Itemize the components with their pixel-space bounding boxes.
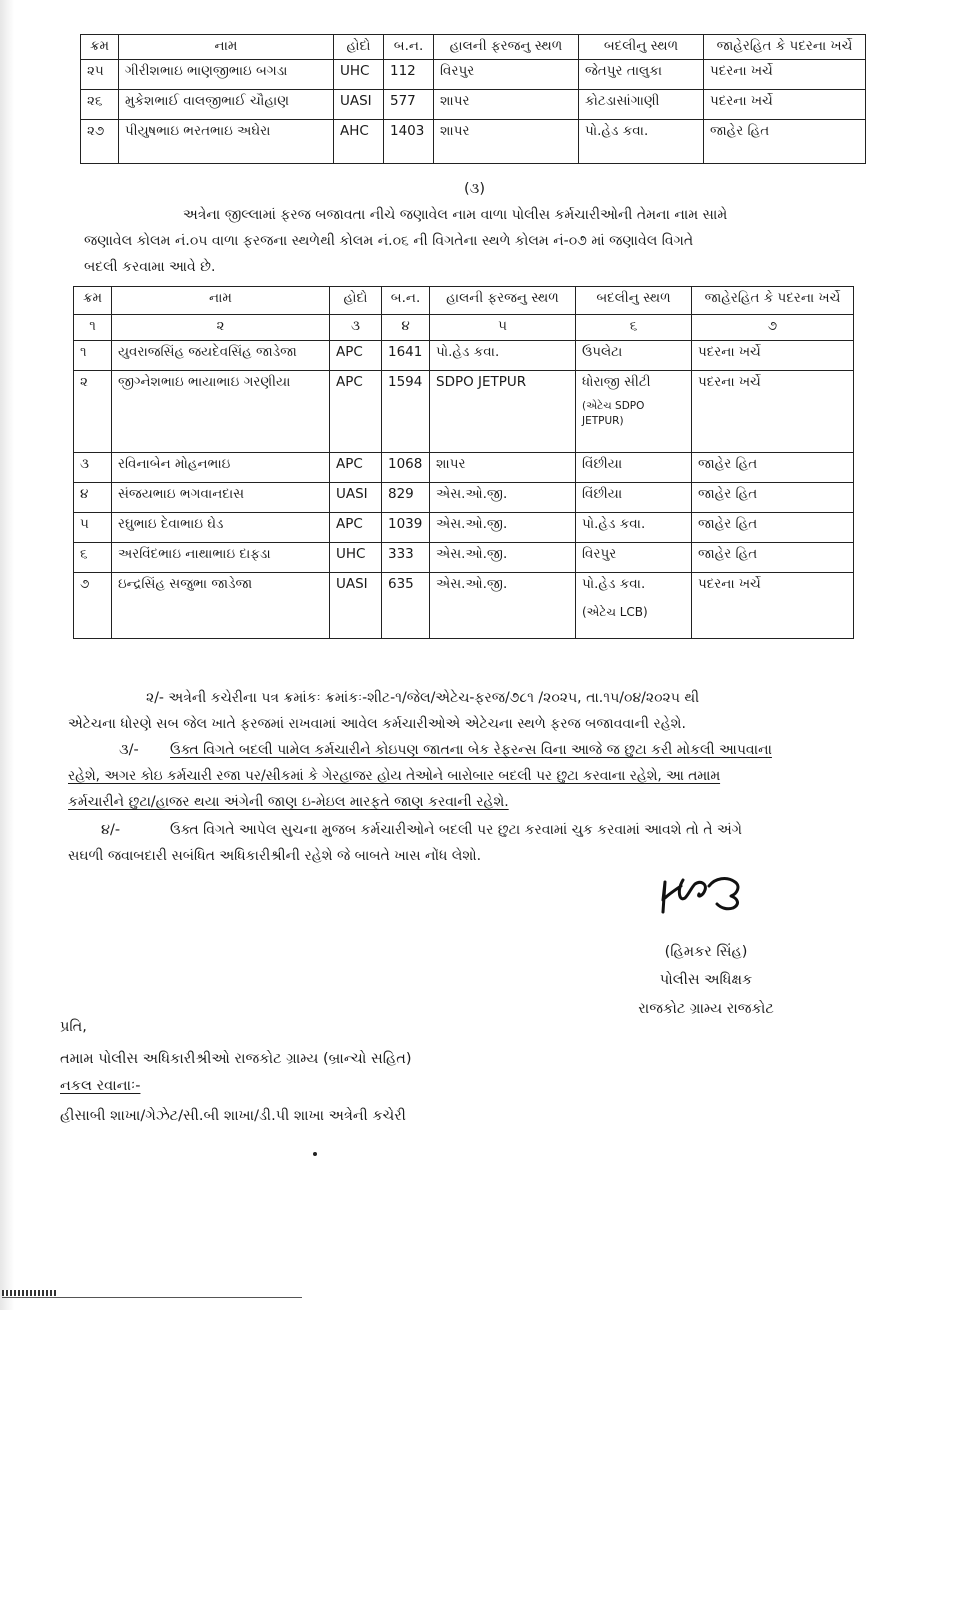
table-header-row [81,35,866,60]
table-row [74,483,854,513]
cell-post: APC [330,513,382,543]
cell-bn: 829 [382,483,430,513]
cell-name: રઘુભાઇ દેવાભાઇ ઘેડ [112,513,330,543]
copy-label: નકલ રવાનાઃ- [60,1078,141,1094]
cell-current: શાપર [434,120,579,164]
cell-post: AHC [334,120,384,164]
cell-transfer: ઉપલેટા [576,341,692,371]
cell-transfer: પો.હેડ કવા. [576,513,692,543]
cell-sr: ૪ [74,483,112,513]
cell-type: પદરના ખર્ચે [692,341,854,371]
cell-sr: ૨૭ [81,120,119,164]
cell-name: સંજયભાઇ ભગવાનદાસ [112,483,330,513]
para2-line-2: એટેચના ધોરણે સબ જેલ ખાતે ફરજમાં રાખવામાં આવેલ કર્મચારીઓએ એટેચના સ્થળે ફરજ બજાવવાની રહેશે. [68,716,686,732]
cell-transfer: વિંછીયા [576,483,692,513]
table-row [81,120,866,164]
cell-type: જાહેર હિત [692,513,854,543]
cell-transfer: કોટડાસાંગાણી [579,90,704,120]
cell-bn: 1403 [384,120,434,164]
header-transfer-place: બદલીનુ સ્થળ [579,35,704,60]
cell-post: APC [330,371,382,453]
colnum: ૭ [692,315,854,341]
header-transfer-type: જાહેરહિત કે પદરના ખર્ચે [704,35,866,60]
para3-number: ૩/- [119,742,139,758]
cell-bn: 1641 [382,341,430,371]
attach-note: (એટેચ SDPO JETPUR) [582,400,645,427]
cell-type: પદરના ખર્ચે [692,371,854,453]
cell-current: વિરપુર [434,60,579,90]
table-row [81,90,866,120]
para3-line-3: કર્મચારીને છુટા/હાજર થયા અંગેની જાણ ઇ-મેઇલ મારફતે જાણ કરવાની રહેશે. [68,794,509,810]
cell-sr: ૩ [74,453,112,483]
table-row [74,341,854,371]
colnum: ૩ [330,315,382,341]
colnum: ૪ [382,315,430,341]
table-row [74,543,854,573]
to-line: તમામ પોલીસ અધિકારીશ્રીઓ રાજકોટ ગ્રામ્ય (બ્રાન્ચો સહિત) [60,1051,412,1067]
header-current-posting: હાલની ફરજનુ સ્થળ [430,287,576,315]
cell-type: જાહેર હિત [704,120,866,164]
cell-name: મુકેશભાઈ વાલજીભાઈ ચૌહાણ [119,90,334,120]
cell-type: જાહેર હિત [692,453,854,483]
cell-bn: 1039 [382,513,430,543]
cell-bn: 577 [384,90,434,120]
attach-note: (એટેચ LCB) [582,605,648,619]
cell-bn: 1068 [382,453,430,483]
transfer-table-continued [80,34,866,164]
header-post: હોદો [330,287,382,315]
cell-sr: ૨૬ [81,90,119,120]
para3-line-2: રહેશે, અગર કોઇ કર્મચારી રજા પર/સીકમાં કે ગેરહાજર હોય તેઓને બારોબાર બદલી પર છુટા કરવાના રહેશે, આ તમામ [68,768,721,784]
header-sr: ક્રમ [74,287,112,315]
cell-post: APC [330,341,382,371]
column-number-row [74,315,854,341]
cell-post: UASI [330,573,382,639]
cell-sr: ૬ [74,543,112,573]
cell-bn: 333 [382,543,430,573]
cell-sr: ૭ [74,573,112,639]
cell-current: શાપર [430,453,576,483]
cell-transfer: વિંછીયા [576,453,692,483]
cell-transfer: વિરપુર [576,543,692,573]
cell-post: APC [330,453,382,483]
cell-type: પદરના ખર્ચે [704,60,866,90]
cell-post: UASI [334,90,384,120]
cell-current: એસ.ઓ.જી. [430,483,576,513]
table-header-row [74,287,854,315]
cell-type: પદરના ખર્ચે [692,573,854,639]
cell-current: SDPO JETPUR [430,371,576,453]
signatory-title: પોલીસ અધિક્ષક [659,972,753,988]
header-name: નામ [112,287,330,315]
ink-dot [313,1152,317,1156]
cell-type: જાહેર હિત [692,543,854,573]
cell-post: UASI [330,483,382,513]
para3-line-1: ઉક્ત વિગતે બદલી પામેલ કર્મચારીને કોઇપણ જાતના બેક રેફરન્સ વિના આજે જ છુટા કરી મોકલી આપવાના [170,742,772,758]
cell-name: ગીરીશભાઇ ભાણજીભાઇ બગડા [119,60,334,90]
cell-bn: 635 [382,573,430,639]
cell-name: યુવરાજસિંહ જયદેવસિંહ જાડેજા [112,341,330,371]
header-transfer-type: જાહેરહિત કે પદરના ખર્ચે [692,287,854,315]
colnum: ૧ [74,315,112,341]
intro-line-1: અત્રેના જીલ્લામાં ફરજ બજાવતા નીચે જણાવેલ નામ વાળા પોલીસ કર્મચારીઓની તેમના નામ સામે [183,207,728,223]
cell-current: શાપર [434,90,579,120]
bottom-rule [2,1297,302,1298]
signature [655,868,775,928]
table-row [74,371,854,453]
copy-line: હીસાબી શાખા/ગેઝેટ/સી.બી શાખા/ડી.પી શાખા અત્રેની કચેરી [60,1108,406,1124]
table-row [81,60,866,90]
para4-line-2: સઘળી જવાબદારી સબંધિત અધિકારીશ્રીની રહેશે જે બાબતે ખાસ નોંધ લેશો. [68,848,482,864]
cell-name: અરવિંદભાઇ નાથાભાઇ દાફડા [112,543,330,573]
header-current-posting: હાલની ફરજનુ સ્થળ [434,35,579,60]
cell-type: જાહેર હિત [692,483,854,513]
cell-current: એસ.ઓ.જી. [430,543,576,573]
cell-transfer [576,573,692,639]
para4-number: ૪/- [101,822,121,838]
cell-current: એસ.ઓ.જી. [430,513,576,543]
cell-current: પો.હેડ કવા. [430,341,576,371]
cell-sr: ૫ [74,513,112,543]
table-row [74,453,854,483]
header-transfer-place: બદલીનુ સ્થળ [576,287,692,315]
cell-name: જીગ્નેશભાઇ ભાયાભાઇ ગરણીયા [112,371,330,453]
transfer-place: ધોરાજી સીટી [582,374,651,390]
para2-line-1: ૨/- અત્રેની કચેરીના પત્ર ક્રમાંકઃ ક્રમાંકઃ-શીટ-૧/જેલ/એટેચ-ફરજ/૭૮૧ /૨૦૨૫, તા.૧૫/૦૪/૨૦૨૫ થી [146,690,700,706]
cell-name: ઇન્દ્રસિંહ સજુભા જાડેજા [112,573,330,639]
cell-sr: ૨૫ [81,60,119,90]
table-row [74,573,854,639]
scan-mark [2,1290,57,1296]
header-post: હોદો [334,35,384,60]
cell-name: પીયુષભાઇ ભરતભાઇ અઘેરા [119,120,334,164]
cell-transfer: જેતપુર તાલુકા [579,60,704,90]
colnum: ૫ [430,315,576,341]
header-name: નામ [119,35,334,60]
colnum: ૨ [112,315,330,341]
cell-post: UHC [330,543,382,573]
header-buckle-number: બ.ન. [382,287,430,315]
table-row [74,513,854,543]
cell-bn: 1594 [382,371,430,453]
intro-line-2: જણાવેલ કોલમ નં.૦૫ વાળા ફરજના સ્થળેથી કોલમ નં.૦૬ ની વિગતેના સ્થળે કોલમ નં-૦૭ માં જણાવેલ વિગતે [84,233,694,249]
cell-name: રવિનાબેન મોહનભાઇ [112,453,330,483]
cell-type: પદરના ખર્ચે [704,90,866,120]
signatory-name: (હિમકર સિંહ) [664,944,748,960]
cell-sr: ૨ [74,371,112,453]
intro-line-3: બદલી કરવામા આવે છે. [84,259,216,275]
cell-post: UHC [334,60,384,90]
para4-line-1: ઉક્ત વિગતે આપેલ સુચના મુજબ કર્મચારીઓને બદલી પર છુટા કરવામાં ચુક કરવામાં આવશે તો તે અંગે [170,822,742,838]
signatory-office: રાજકોટ ગ્રામ્ય રાજકોટ [638,1001,774,1017]
cell-sr: ૧ [74,341,112,371]
cell-transfer: પો.હેડ કવા. [579,120,704,164]
header-sr: ક્રમ [81,35,119,60]
transfer-table-main [73,286,854,639]
section-number: (૩) [464,181,485,197]
cell-transfer [576,371,692,453]
colnum: ૬ [576,315,692,341]
cell-bn: 112 [384,60,434,90]
to-label: પ્રતિ, [60,1019,87,1035]
header-buckle-number: બ.ન. [384,35,434,60]
cell-current: એસ.ઓ.જી. [430,573,576,639]
transfer-place: પો.હેડ કવા. [582,576,646,592]
scan-edge-shadow [0,0,14,1310]
